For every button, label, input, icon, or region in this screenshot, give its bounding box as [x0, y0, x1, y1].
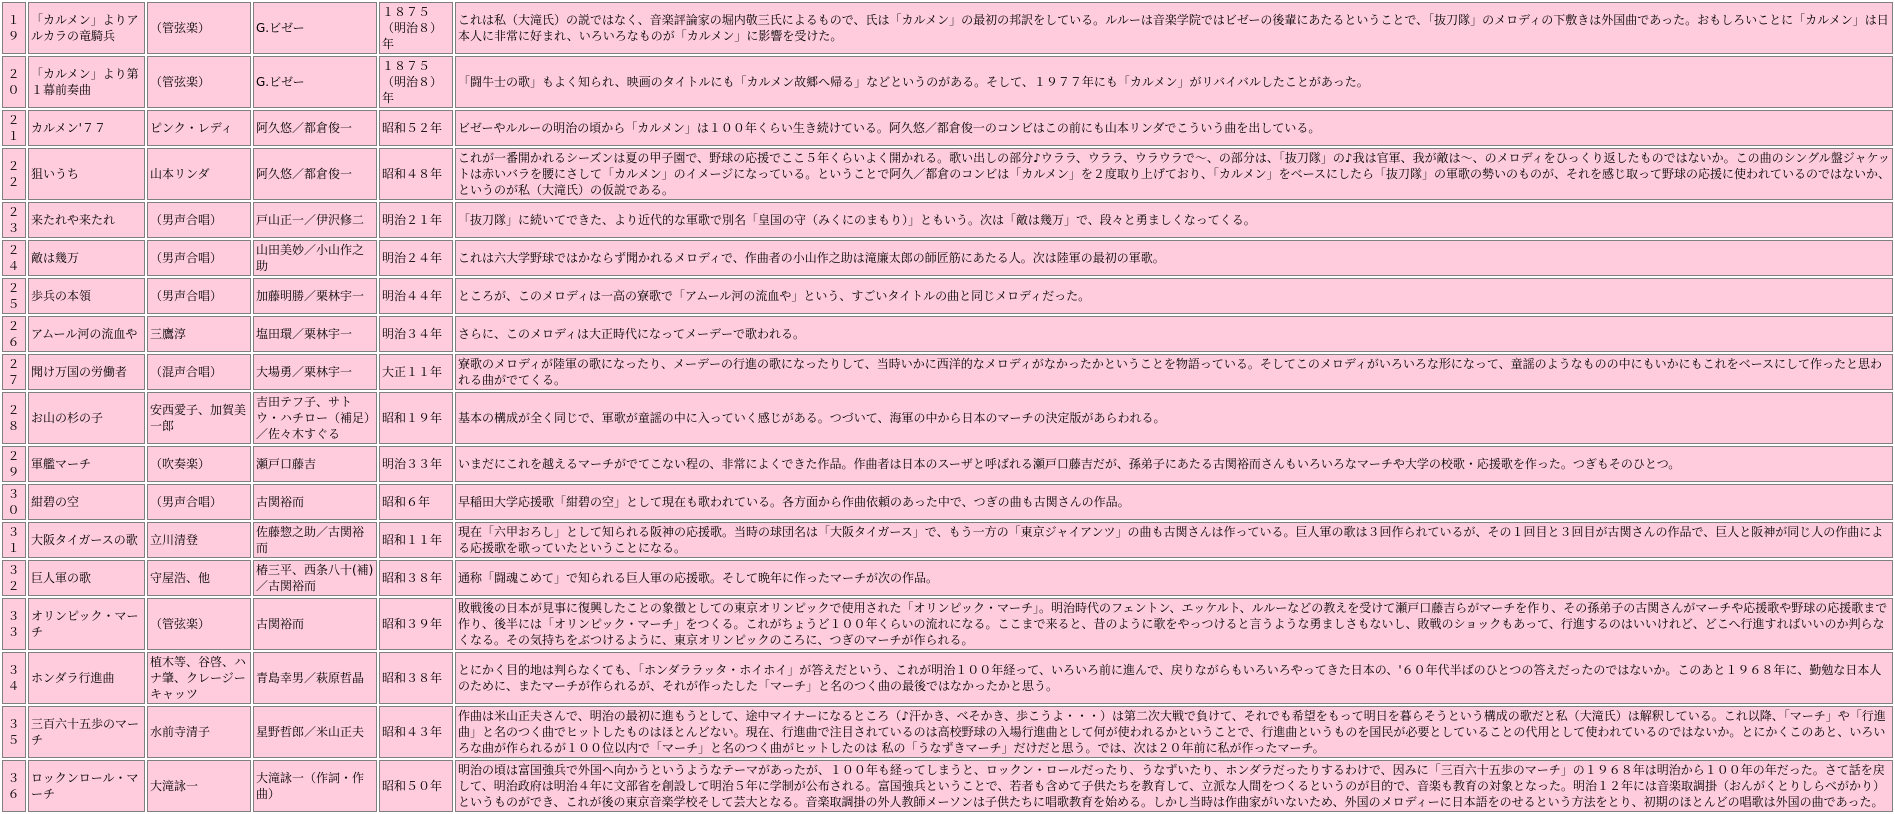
performer: ピンク・レディ — [147, 110, 251, 146]
table-row — [2, 278, 1893, 314]
row-number: ３１ — [2, 522, 26, 558]
release-year: 昭和３８年 — [379, 652, 453, 704]
song-title: お山の杉の子 — [28, 392, 145, 444]
row-number: ２２ — [2, 148, 26, 200]
song-title: 巨人軍の歌 — [28, 560, 145, 596]
table-row — [2, 484, 1893, 520]
lyricist-composer: 星野哲郎／米山正夫 — [253, 706, 377, 758]
song-title: アムール河の流血や — [28, 316, 145, 352]
table-row — [2, 446, 1893, 482]
song-title: 「カルメン」より第１幕前奏曲 — [28, 56, 145, 108]
lyricist-composer: 椿三平、西条八十(補)／古関裕而 — [253, 560, 377, 596]
lyricist-composer: 戸山正一／伊沢修二 — [253, 202, 377, 238]
release-year: 昭和６年 — [379, 484, 453, 520]
row-number: ２３ — [2, 202, 26, 238]
song-title: 歩兵の本領 — [28, 278, 145, 314]
release-year: 昭和３９年 — [379, 598, 453, 650]
performer: 守屋浩、他 — [147, 560, 251, 596]
commentary: いまだにこれを越えるマーチがでてこない程の、非常によくできた作品。作曲者は日本のスーザと呼ばれる瀬戸口藤吉だが、孫弟子にあたる古関裕而さんもいろいろなマーチや大学の校歌・応援歌を作った。つぎもそのひとつ。 — [455, 446, 1893, 482]
performer: （男声合唱） — [147, 484, 251, 520]
song-title: ロックンロール・マーチ — [28, 760, 145, 812]
release-year: 昭和１９年 — [379, 392, 453, 444]
song-title: 紺碧の空 — [28, 484, 145, 520]
release-year: 明治４４年 — [379, 278, 453, 314]
lyricist-composer: G.ビゼー — [253, 56, 377, 108]
performer: 三鷹淳 — [147, 316, 251, 352]
lyricist-composer: 古関裕而 — [253, 598, 377, 650]
performer: 安西愛子、加賀美一郎 — [147, 392, 251, 444]
performer: （男声合唱） — [147, 240, 251, 276]
row-number: ３０ — [2, 484, 26, 520]
lyricist-composer: 青島幸男／萩原哲晶 — [253, 652, 377, 704]
commentary: 敗戦後の日本が見事に復興したことの象徴としての東京オリンピックで使用された「オリンピック・マーチ」。明治時代のフェントン、エッケルト、ルルーなどの教えを受けて瀬戸口藤吉らがマーチを作り、その孫弟子の古関さんがマーチや応援歌や野球の応援歌まで作り、後半には「オリンピック・マーチ」をつくる。これがちょうど１００年くらいの流れになる。ここまで来ると、昔のように歌をやっつけると言うような勇ましさもないし、敗戦のショックもあって、行進するのはいいけれど、どこへ行進すればいいのか判らなくなる。その気持ちをぶつけるように、東京オリンピックのころに、つぎのマーチが作られる。 — [455, 598, 1893, 650]
song-rows — [2, 2, 1893, 812]
row-number: ３２ — [2, 560, 26, 596]
lyricist-composer: 佐藤惣之助／古関裕而 — [253, 522, 377, 558]
release-year: 昭和４８年 — [379, 148, 453, 200]
lyricist-composer: 吉田テフ子、サトウ・ハチロー（補足）／佐々木すぐる — [253, 392, 377, 444]
performer: 山本リンダ — [147, 148, 251, 200]
table-row — [2, 148, 1893, 200]
performer: （混声合唱） — [147, 354, 251, 390]
lyricist-composer: 塩田環／栗林宇一 — [253, 316, 377, 352]
song-title: ホンダラ行進曲 — [28, 652, 145, 704]
commentary: これは私（大滝氏）の説ではなく、音楽評論家の堀内敬三氏によるもので、氏は「カルメン」の最初の邦訳をしている。ルルーは音楽学院ではビゼーの後輩にあたるということで、「抜刀隊」のメロディの下敷きは外国曲であった。おもしろいことに「カルメン」は日本人に非常に好まれ、いろいろなものが「カルメン」に影響を受けた。 — [455, 2, 1893, 54]
row-number: ２８ — [2, 392, 26, 444]
lyricist-composer: 加藤明勝／栗林宇一 — [253, 278, 377, 314]
table-row — [2, 354, 1893, 390]
performer: （吹奏楽） — [147, 446, 251, 482]
row-number: ３６ — [2, 760, 26, 812]
song-title: 大阪タイガースの歌 — [28, 522, 145, 558]
row-number: ２１ — [2, 110, 26, 146]
song-title: 敵は幾万 — [28, 240, 145, 276]
performer: （管弦楽） — [147, 598, 251, 650]
lyricist-composer: 阿久悠／都倉俊一 — [253, 148, 377, 200]
table-row — [2, 56, 1893, 108]
lyricist-composer: 大滝詠一（作詞・作曲） — [253, 760, 377, 812]
commentary: 現在「六甲おろし」として知られる阪神の応援歌。当時の球団名は「大阪タイガース」で、もう一方の「東京ジャイアンツ」の曲も古関さんは作っている。巨人軍の歌は３回作られているが、その１回目と３回目が古関さんの作品で、巨人と阪神が同じ人の作曲による応援歌を歌っていたということになる。 — [455, 522, 1893, 558]
table-row — [2, 522, 1893, 558]
release-year: 明治２１年 — [379, 202, 453, 238]
lyricist-composer: 古関裕而 — [253, 484, 377, 520]
performer: （男声合唱） — [147, 278, 251, 314]
row-number: ３３ — [2, 598, 26, 650]
song-title: 軍艦マーチ — [28, 446, 145, 482]
lyricist-composer: 山田美妙／小山作之助 — [253, 240, 377, 276]
release-year: 明治２４年 — [379, 240, 453, 276]
performer: （管弦楽） — [147, 56, 251, 108]
lyricist-composer: G.ビゼー — [253, 2, 377, 54]
commentary: ところが、このメロディは一高の寮歌で「アムール河の流血や」という、すごいタイトルの曲と同じメロディだった。 — [455, 278, 1893, 314]
lyricist-composer: 瀬戸口藤吉 — [253, 446, 377, 482]
release-year: １８７５（明治８）年 — [379, 56, 453, 108]
lyricist-composer: 阿久悠／都倉俊一 — [253, 110, 377, 146]
release-year: 明治３４年 — [379, 316, 453, 352]
song-title: 「カルメン」よりアルカラの竜騎兵 — [28, 2, 145, 54]
release-year: 明治３３年 — [379, 446, 453, 482]
row-number: ２４ — [2, 240, 26, 276]
song-title: オリンピック・マーチ — [28, 598, 145, 650]
commentary: 「抜刀隊」に続いてできた、より近代的な軍歌で別名「皇国の守（みくにのまもり）」ともいう。次は「敵は幾万」で、段々と勇ましくなってくる。 — [455, 202, 1893, 238]
performer: 水前寺清子 — [147, 706, 251, 758]
performer: 立川清登 — [147, 522, 251, 558]
row-number: ３５ — [2, 706, 26, 758]
song-title: 来たれや来たれ — [28, 202, 145, 238]
song-title: 聞け万国の労働者 — [28, 354, 145, 390]
row-number: ３４ — [2, 652, 26, 704]
row-number: １９ — [2, 2, 26, 54]
release-year: 昭和１１年 — [379, 522, 453, 558]
row-number: ２７ — [2, 354, 26, 390]
table-row — [2, 110, 1893, 146]
release-year: 大正１１年 — [379, 354, 453, 390]
song-title: 三百六十五歩のマーチ — [28, 706, 145, 758]
lyricist-composer: 大場勇／栗林宇一 — [253, 354, 377, 390]
commentary: さらに、このメロディは大正時代になってメーデーで歌われる。 — [455, 316, 1893, 352]
release-year: 昭和４３年 — [379, 706, 453, 758]
commentary: 早稲田大学応援歌「紺碧の空」として現在も歌われている。各方面から作曲依頼のあった中で、つぎの曲も古関さんの作品。 — [455, 484, 1893, 520]
row-number: ２６ — [2, 316, 26, 352]
row-number: ２９ — [2, 446, 26, 482]
performer: （男声合唱） — [147, 202, 251, 238]
table-row — [2, 2, 1893, 54]
song-title: カルメン'７７ — [28, 110, 145, 146]
commentary: ビゼーやルルーの明治の頃から「カルメン」は１００年くらい生き続けている。阿久悠／都倉俊一のコンビはこの前にも山本リンダでこういう曲を出している。 — [455, 110, 1893, 146]
commentary: とにかく目的地は判らなくても、「ホンダララッタ・ホイホイ」が答えだという、これが明治１００年経って、いろいろ前に進んで、戻りながらもいろいろやってきた日本の、'６０年代半ばのひとつの答えだったのではないか。このあと１９６８年に、勤勉な日本人のために、またマーチが作られるが、それが作ったした「マーチ」と名のつく曲の最後ではなかったかと思う。 — [455, 652, 1893, 704]
table-row — [2, 316, 1893, 352]
release-year: 昭和５２年 — [379, 110, 453, 146]
commentary: これは六大学野球ではかならず聞かれるメロディで、作曲者の小山作之助は滝廉太郎の師匠筋にあたる人。次は陸軍の最初の軍歌。 — [455, 240, 1893, 276]
release-year: 昭和５０年 — [379, 760, 453, 812]
song-title: 狙いうち — [28, 148, 145, 200]
table-row — [2, 760, 1893, 812]
release-year: 昭和３８年 — [379, 560, 453, 596]
table-row — [2, 706, 1893, 758]
performer: （管弦楽） — [147, 2, 251, 54]
commentary: 作曲は米山正夫さんで、明治の最初に進もうとして、途中マイナーになるところ（♪汗かき、べそかき、歩こうよ・・・）は第二次大戦で負けて、それでも希望をもって明日を暮らそうという構成の歌だと私（大滝氏）は解釈している。これ以降、「マーチ」や「行進曲」と名のつく曲でヒットしたものはほとんどない。現在、行進曲で注目されているのは高校野球の入場行進曲として何が使われるかということで、行進曲というものを国民が必要としていることの代用として使われているのではないか。とにかくこのあと、いろいろな曲が作られるが１００位以内で「マーチ」と名のつく曲がヒットしたのは 私の「うなずきマーチ」だけだと思う。では、次は２０年前に私が作ったマーチ。 — [455, 706, 1893, 758]
table-row — [2, 392, 1893, 444]
table-row — [2, 240, 1893, 276]
release-year: １８７５（明治８）年 — [379, 2, 453, 54]
row-number: ２０ — [2, 56, 26, 108]
table-row — [2, 598, 1893, 650]
table-row — [2, 652, 1893, 704]
table-row — [2, 202, 1893, 238]
performer: 植木等、谷啓、ハナ肇、クレージーキャッツ — [147, 652, 251, 704]
commentary: 「闘牛士の歌」もよく知られ、映画のタイトルにも「カルメン故郷へ帰る」などというのがある。そして、１９７７年にも「カルメン」がリバイバルしたことがあった。 — [455, 56, 1893, 108]
commentary: 明治の頃は富国強兵で外国へ向かうというようなテーマがあったが、１００年も経ってしまうと、ロックン・ロールだったり、うなずいたり、ホンダラだったりするわけで、因みに「三百六十五歩のマーチ」の１９６８年は明治から１００年の年だった。さて話を戻して、明治政府は明治４年に文部省を創設して明治５年に学制が公布される。富国強兵ということで、若者も含めて子供たちを教育して、立派な人間をつくるというのが目的で、音楽も教育の対象となった。明治１２年には音楽取調掛（おんがくとりしらべがかり）というものができ、これが後の東京音楽学校そして芸大となる。音楽取調掛の外人教師メーソンは子供たちに唱歌教育を始める。しかし当時は作曲家がいないため、外国のメロディーに日本語をのせるという方法をとり、初期のほとんどの唱歌は外国の曲であった。 — [455, 760, 1893, 812]
performer: 大滝詠一 — [147, 760, 251, 812]
row-number: ２５ — [2, 278, 26, 314]
commentary: 基本の構成が全く同じで、軍歌が童謡の中に入っていく感じがある。つづいて、海軍の中から日本のマーチの決定版があらわれる。 — [455, 392, 1893, 444]
commentary: 通称「闘魂こめて」で知られる巨人軍の応援歌。そして晩年に作ったマーチが次の作品。 — [455, 560, 1893, 596]
table-row — [2, 560, 1893, 596]
commentary: 寮歌のメロディが陸軍の歌になったり、メーデーの行進の歌になったりして、当時いかに西洋的なメロディがなかったかということを物語っている。そしてこのメロディがいろいろな形になって、童謡のようなものの中にもいかにもこれをベースにして作ったと思われる曲がでてくる。 — [455, 354, 1893, 390]
commentary: これが一番開かれるシーズンは夏の甲子園で、野球の応援でここ５年くらいよく開かれる。歌い出しの部分♪ウララ、ウララ、ウラウラで～、の部分は、「抜刀隊」の♪我は官軍、我が敵は～、のメロディをひっくり返したものではないか。この曲のシングル盤ジャケットは赤いバラを腰にさして「カルメン」のイメージになっている。ということで阿久／都倉のコンビは「カルメン」を２度取り上げており、「カルメン」をベースにしたら「抜刀隊」の軍歌の勢いのものが、それを感じ取って野球の応援に使われているのではないか、というのが私（大滝氏）の仮説である。 — [455, 148, 1893, 200]
